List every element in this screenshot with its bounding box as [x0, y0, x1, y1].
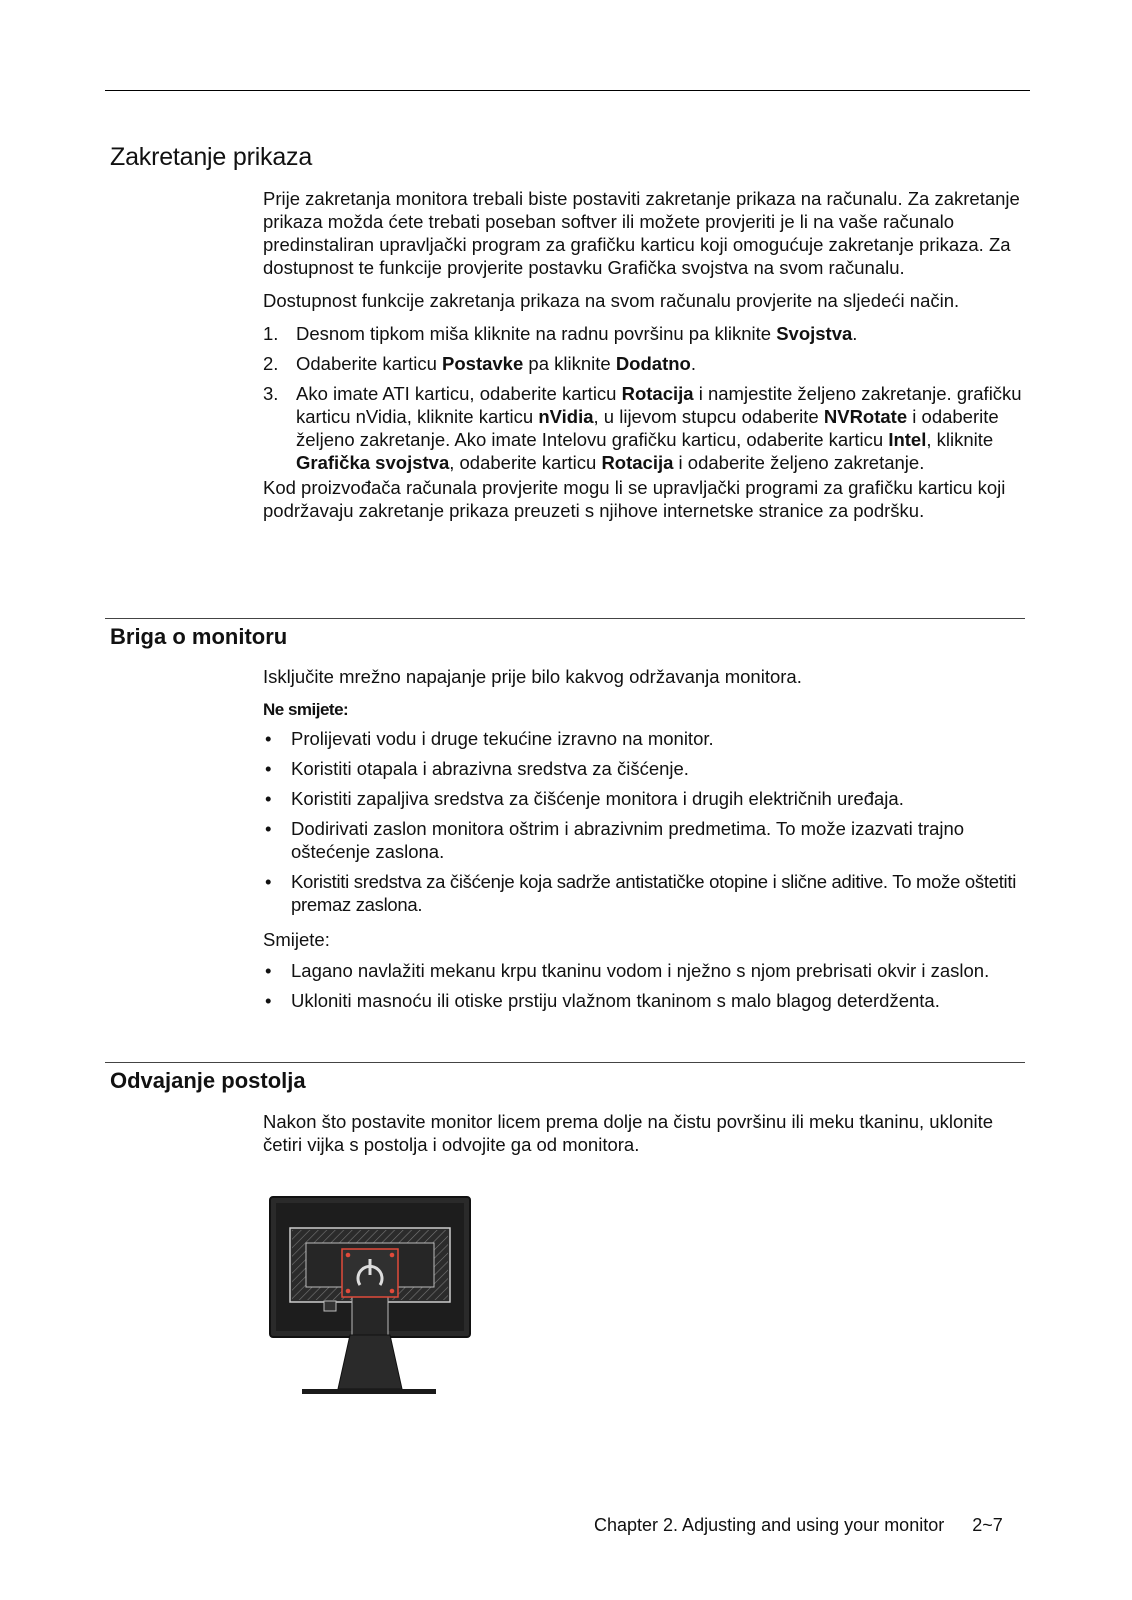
monitor-stand-illustration	[268, 1195, 478, 1410]
section-title-care: Briga o monitoru	[110, 624, 288, 649]
section-divider	[105, 618, 1025, 619]
section-body-rotation	[263, 187, 1033, 522]
step-text: i odaberite željeno zakretanje.	[673, 452, 925, 473]
monitor-back-figure	[268, 1195, 478, 1415]
bullet-icon: •	[265, 788, 272, 809]
bullet-icon: •	[265, 758, 272, 779]
list-item-text: Prolijevati vodu i druge tekućine izravno na monitor.	[291, 728, 714, 749]
list-item	[263, 817, 1033, 863]
step-text: Odaberite karticu	[296, 353, 443, 374]
ui-term: Grafička svojstva	[296, 452, 450, 473]
step-text: , odaberite karticu	[449, 452, 602, 473]
rotation-para-2: Dostupnost funkcije zakretanja prikaza na svom računalu provjerite na sljedeći način.	[263, 290, 960, 311]
care-intro: Isključite mrežno napajanje prije bilo kakvog održavanja monitora.	[263, 666, 802, 687]
footer-chapter: Chapter 2. Adjusting and using your monitor	[594, 1515, 945, 1535]
step-number: 3.	[263, 383, 279, 404]
ui-term: Postavke	[442, 353, 524, 374]
ui-term: Intel	[888, 429, 927, 450]
step-text: .	[690, 353, 696, 374]
section-body-care	[263, 665, 1033, 1019]
page-number: 2~7	[972, 1515, 1003, 1535]
ui-term: Dodatno	[615, 353, 691, 374]
do-label: Smijete:	[263, 929, 330, 950]
step-text: Desnom tipkom miša kliknite na radnu površinu pa kliknite	[296, 323, 777, 344]
stand-para: Nakon što postavite monitor licem prema dolje na čistu površinu ili meku tkaninu, uklonite četiri vijka s postolja i odvojite ga od monitora.	[263, 1111, 994, 1155]
rotation-para-3: Kod proizvođača računala provjerite mogu li se upravljački programi za grafičku karticu koji podržavaju zakretanje prikaza preuzeti s njihove internetske stranice za podršku.	[263, 477, 1006, 521]
step-text: , u lijevom stupcu odaberite	[593, 406, 824, 427]
list-item-text: Ukloniti masnoću ili otiske prstiju vlažnom tkaninom s malo blagog deterdženta.	[291, 990, 940, 1011]
list-item-text: Dodirivati zaslon monitora oštrim i abrazivnim predmetima. To može izazvati trajno oštećenje zaslona.	[291, 818, 965, 862]
list-item-text: Koristiti zapaljiva sredstva za čišćenje monitora i drugih električnih uređaja.	[291, 788, 904, 809]
step-text: i odaberite željeno zakretanje. Ako imate Intelovu grafičku karticu, odaberite karticu	[296, 406, 999, 450]
step-item	[263, 382, 1033, 474]
step-text: Ako imate ATI karticu, odaberite karticu	[296, 383, 622, 404]
bullet-icon: •	[265, 960, 272, 981]
step-text: .	[852, 323, 858, 344]
list-item	[263, 757, 1033, 780]
step-item	[263, 322, 1033, 345]
list-item-text: Koristiti otapala i abrazivna sredstva za čišćenje.	[291, 758, 689, 779]
step-text: i namjestite željeno zakretanje. grafičku karticu nVidia, kliknite karticu	[296, 383, 1022, 427]
bullet-icon: •	[265, 818, 272, 839]
ui-term: Svojstva	[776, 323, 853, 344]
bullet-icon: •	[265, 728, 272, 749]
list-item	[263, 787, 1033, 810]
section-title-rotation: Zakretanje prikaza	[110, 143, 313, 171]
step-text: , kliknite	[926, 429, 994, 450]
ui-term: Rotacija	[621, 383, 694, 404]
list-item	[263, 870, 1033, 916]
top-rule	[105, 90, 1030, 91]
list-item	[263, 959, 1033, 982]
ui-term: NVRotate	[823, 406, 908, 427]
step-number: 2.	[263, 353, 279, 374]
ui-term: nVidia	[538, 406, 594, 427]
ui-term: Rotacija	[601, 452, 674, 473]
list-item-text: Lagano navlažiti mekanu krpu tkaninu vodom i nježno s njom prebrisati okvir i zaslon.	[291, 960, 990, 981]
rotation-steps	[263, 322, 1033, 474]
page-footer	[594, 1515, 1003, 1536]
dont-list	[263, 727, 1033, 916]
step-item	[263, 352, 1033, 375]
rotation-para-1: Prije zakretanja monitora trebali biste postaviti zakretanje prikaza na računalu. Za zakretanje prikaza možda ćete trebati poseban softver ili možete provjeriti je li na vaše računalo predinstaliran upravljački program za grafičku karticu koji omogućuje zakretanje prikaza. Za dostupnost te funkcije provjerite postavku Grafička svojstva na svom računalu.	[263, 188, 1020, 278]
list-item	[263, 727, 1033, 750]
list-item	[263, 989, 1033, 1012]
do-list	[263, 959, 1033, 1012]
list-item-text: Koristiti sredstva za čišćenje koja sadrže antistatičke otopine i slične aditive. To može oštetiti premaz zaslona.	[291, 871, 1017, 915]
section-body-stand	[263, 1110, 1033, 1156]
section-divider	[105, 1062, 1025, 1063]
step-number: 1.	[263, 323, 279, 344]
section-title-stand: Odvajanje postolja	[110, 1068, 306, 1093]
bullet-icon: •	[265, 871, 272, 892]
bullet-icon: •	[265, 990, 272, 1011]
step-text: pa kliknite	[523, 353, 616, 374]
dont-label: Ne smijete:	[263, 700, 349, 719]
